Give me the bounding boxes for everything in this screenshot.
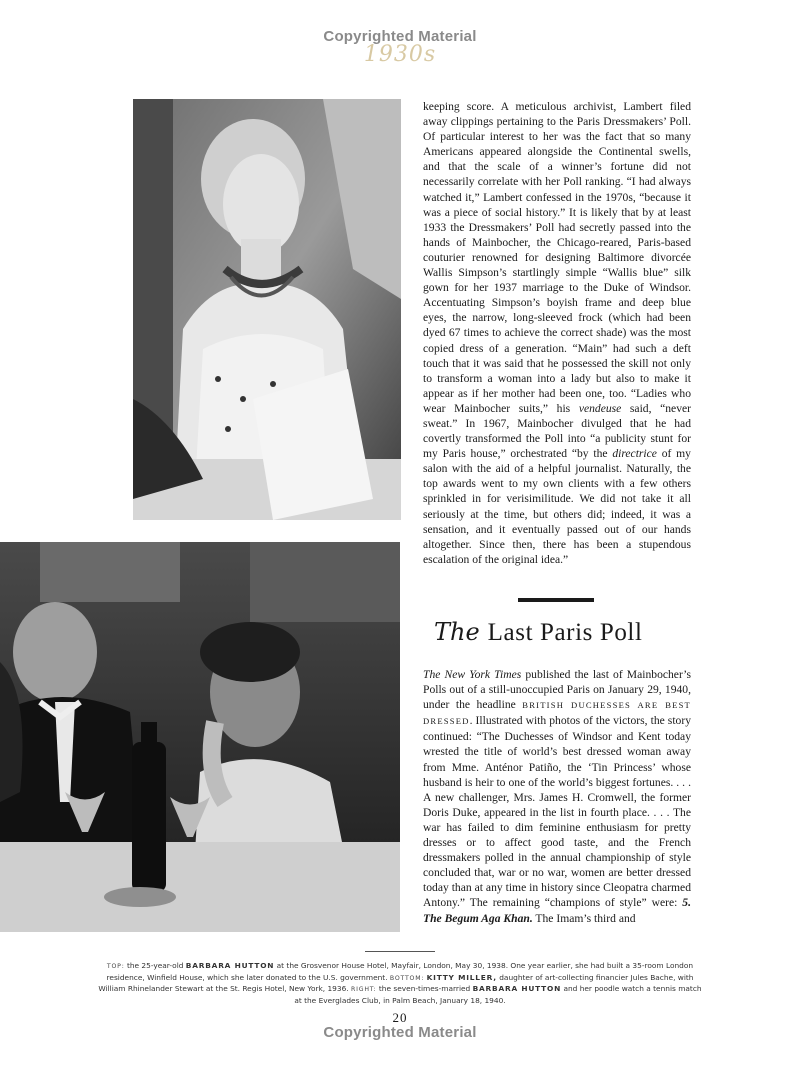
photo-barbara-hutton (133, 99, 401, 520)
section-heading-title: Last Paris Poll (487, 619, 643, 646)
body-text-column-2 (423, 667, 691, 926)
caption-text: the seven-times-married (376, 984, 473, 994)
caption-label-right: RIGHT: (351, 986, 377, 994)
section-heading (434, 618, 704, 647)
caption-divider (365, 951, 435, 952)
body-text-run: said, “never sweat.” In 1967, Mainbocher divulged that he had covertly transformed the Poll into “a publicity stunt for my Paris house,” orchestrated “by the (423, 401, 691, 461)
ranking-entry: 5. The Begum Aga Khan. (423, 896, 691, 925)
caption-text: and her poodle watch a tennis match at the Everglades Club, in Palm Beach, January 18, 1940. (294, 984, 702, 1005)
watermark-bottom: Copyrighted Material (323, 1024, 477, 1041)
photo-kitty-miller (0, 542, 400, 932)
body-text-italic: vendeuse (578, 401, 622, 415)
body-text-run: The Imam’s third and (532, 911, 636, 925)
caption-text: daughter of art-collecting financier Jules Bache, with William Rhinelander Stewart at the St. Regis Hotel, New York, 1936. (98, 972, 694, 994)
photo-top-image (133, 99, 401, 520)
body-text-run: . Illustrated with photos of the victors, the story continued: “The Duchesses of Windsor and Kent today wrested the title of world’s best dressed woman away from Mme. Anténor Patiño, the ‘Tin Princess’ whose husband is heir to one of the world’s biggest fortunes. . . . A new challenger, Mrs. James H. Cromwell, the former Doris Duke, appeared in the list in fourth place. . . . The war has failed to dim feminine enthusiasm for pretty dresses or to affect good taste, and the French dressmakers polled in the annual championship of style concluded that, war or no war, women are better dressed today than at any time in history since Cleopatra charmed Antony.” The remaining “champions of style” were: (423, 714, 691, 910)
caption-name: BARBARA HUTTON (472, 984, 562, 994)
body-text-column-1 (423, 99, 691, 567)
body-text-run: published the last of Mainbocher’s Polls out of a still-unoccupied Paris on January 29, 1940, under the headline (423, 668, 691, 712)
caption-label-top: TOP: (106, 963, 125, 970)
caption-text: the 25-year-old (124, 961, 186, 970)
caption-name: BARBARA HUTTON (185, 961, 275, 970)
page-number: 20 (392, 1010, 408, 1025)
section-divider (518, 598, 594, 602)
caption-label-bottom: BOTTOM: (389, 974, 425, 982)
headline-small-caps: BRITISH DUCHESSES ARE BEST DRESSED (423, 700, 692, 727)
watermark-top: Copyrighted Material (323, 28, 477, 45)
caption-text: at the Grosvenor House Hotel, Mayfair, London, May 30, 1938. One year earlier, she had built a 35-room London residence, Winfield House, which she later donated to the U.S. government. (106, 961, 694, 982)
photo-caption (98, 961, 702, 1006)
body-text-italic: directrice (612, 447, 657, 461)
section-heading-the: The (434, 618, 480, 646)
caption-name: KITTY MILLER, (426, 972, 497, 982)
body-text-run: of my salon with the aid of a helpful journalist. Naturally, the top awards went to my own clients with a few others sprinkled in for verisimilitude. We did not take it all seriously at the time, but others did; indeed, it was a sensation, and it eventually passed out of our hands altogether. Since then, there has been a stupendous escalation of the original idea.” (423, 447, 691, 566)
photo-bottom-image (0, 542, 400, 932)
publication-title: The New York Times (423, 668, 522, 681)
running-head-decade: 1930s (363, 42, 437, 67)
body-text-run: keeping score. A meticulous archivist, Lambert filed away clippings pertaining to the Paris Dressmakers’ Poll. Of particular interest to her was the fact that so many Americans appeared alongside the Continental swells, and that the scale of a winner’s fortune did not necessarily correlate with her Poll ranking. “I had always watched it,” Lambert confessed in the 1970s, “because it was a piece of social history.” It is likely that by at least 1933 the Dressmakers’ Poll had secretly passed into the hands of Mainbocher, the Chicago-reared, Paris-based couturier renowned for designing Baltimore divorcée Wallis Simpson’s startlingly simple “Wallis blue” silk gown for her 1937 marriage to the Duke of Windsor. Accentuating Simpson’s boyish frame and deep blue eyes, the narrow, long-sleeved frock (which had been dyed 67 times to achieve the correct shade) was the most copied dress of a generation. “Main” had such a deft touch that it was said that he possessed the skill not only to transform a woman into a lady but also to make it appear as if her mother had been one, too. “Ladies who wear Mainbocher suits,” his (423, 100, 691, 415)
